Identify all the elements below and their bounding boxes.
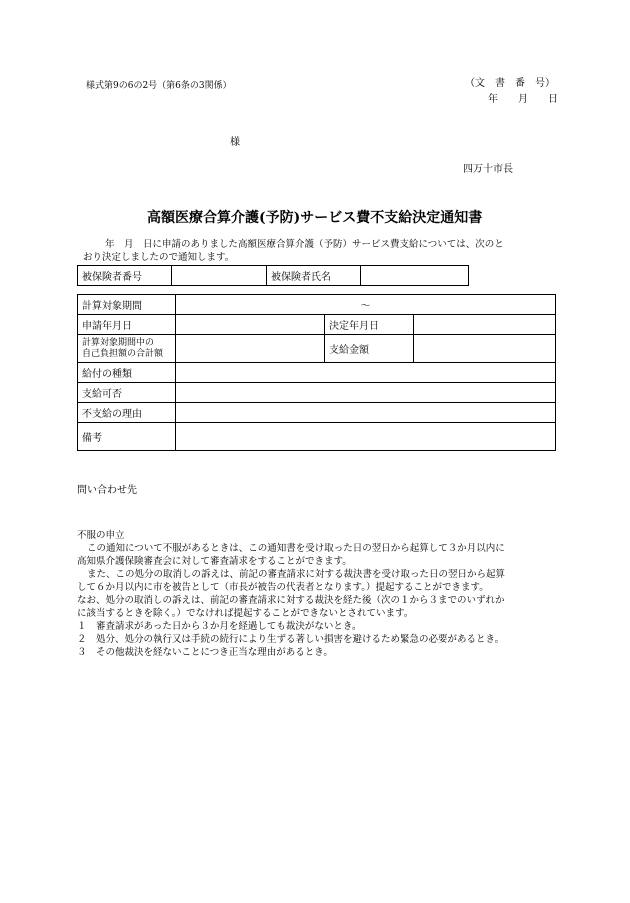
objection-notice (77, 529, 555, 659)
payment-amount-value (414, 335, 556, 363)
benefit-type-label: 給付の種類 (78, 363, 176, 383)
remarks-value (176, 423, 556, 451)
objection-line: この通知について不服があるときは、この通知書を受け取った日の翌日から起算して３か月以内に (87, 543, 505, 554)
objection-item: １ 審査請求があった日から３か月を経過しても裁決がないとき。 (77, 621, 362, 632)
benefit-type-value (176, 363, 556, 383)
payment-amount-label: 支給金額 (325, 335, 414, 363)
objection-line: 高知県介護保険審査会に対して審査請求をすることができます。 (77, 556, 352, 567)
intro-line: おり決定しましたので通知します。 (83, 252, 235, 263)
insured-name-label: 被保険者氏名 (267, 266, 361, 286)
intro-line: 年 月 日に申請のありました高額医療合算介護（予防）サービス費支給については、次のと (105, 239, 504, 250)
payable-value (176, 383, 556, 403)
insured-number-value (172, 266, 267, 286)
remarks-label: 備考 (78, 423, 176, 451)
non-payment-reason-value (176, 403, 556, 423)
form-number: 様式第9の6の2号（第6条の3関係） (86, 81, 232, 91)
intro-text (77, 238, 555, 264)
insured-number-label: 被保険者番号 (78, 266, 172, 286)
addressee-suffix: 様 (230, 137, 240, 148)
application-date-value (176, 315, 325, 335)
objection-line: また、この処分の取消しの訴えは、前記の審査請求に対する裁決書を受け取った日の翌日から起算 (87, 569, 506, 580)
objection-line: に該当するときを除く。）でなければ提起することができないとされています。 (77, 608, 414, 619)
period-value: ～ (176, 295, 556, 315)
insured-name-value (361, 266, 469, 286)
application-date-label: 申請年月日 (78, 315, 176, 335)
objection-item: ２ 処分、処分の執行又は手続の続行により生ずる著しい損害を避けるため緊急の必要があるとき。 (77, 634, 505, 645)
issuer-name: 四万十市長 (463, 164, 513, 175)
page-title: 高額医療合算介護(予防)サービス費不支給決定通知書 (147, 210, 483, 226)
non-payment-reason-label: 不支給の理由 (78, 403, 176, 423)
decision-date-label: 決定年月日 (325, 315, 414, 335)
details-table (77, 294, 556, 451)
payable-label: 支給可否 (78, 383, 176, 403)
copay-value (176, 335, 325, 363)
objection-line: して６か月以内に市を被告として（市長が被告の代表者となります。）提起することができます。 (77, 582, 489, 593)
issue-date: 年 月 日 (488, 94, 558, 105)
objection-heading: 不服の申立 (77, 530, 125, 541)
period-label: 計算対象期間 (78, 295, 176, 315)
document-number: （文 書 番 号） (465, 78, 555, 89)
objection-item: ３ その他裁決を経ないことにつき正当な理由があるとき。 (77, 647, 333, 658)
insured-table (77, 265, 469, 286)
objection-line: なお、処分の取消しの訴えは、前記の審査請求に対する裁決を経た後（次の１から３までのいずれか (77, 595, 505, 606)
copay-label: 計算対象期間中の 自己負担額の合計額 (78, 335, 176, 363)
contact-label: 問い合わせ先 (77, 485, 137, 496)
decision-date-value (414, 315, 556, 335)
